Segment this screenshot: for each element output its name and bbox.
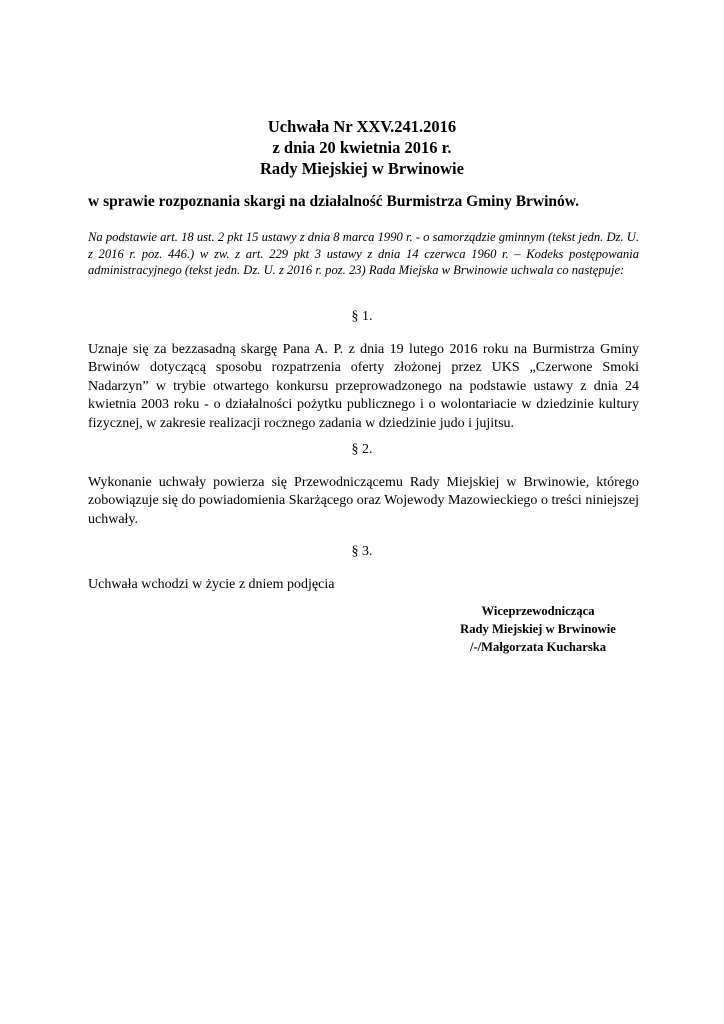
section-1-heading: § 1. — [351, 309, 373, 324]
section-2-heading: § 2. — [351, 442, 373, 457]
resolution-subject: w sprawie rozpoznania skargi na działalność Burmistrza Gminy Brwinów. — [88, 193, 579, 210]
signature-name: /-/Małgorzata Kucharska — [469, 640, 607, 654]
resolution-number: Uchwała Nr XXV.241.2016 — [267, 117, 457, 136]
resolution-date: z dnia 20 kwietnia 2016 r. — [272, 138, 452, 157]
section-1-text: Uznaje się za bezzasadną skargę Pana A. P. z dnia 19 lutego 2016 roku na Burmistrza Gminy Brwinów dotyczącą sposobu rozpatrzenia oferty złożonej przez UKS „Czerwone Smoki Nadarzyn” w trybie otwartego konkursu przeprowadzonego na podstawie ustawy z dnia 24 kwietnia 2003 roku - o działalności pożytku publicznego i o wolontariacie w dziedzinie kultury fizycznej, w zakresie realizacji rocznego zadania w dziedzinie judo i jujitsu. — [88, 342, 639, 431]
signature-role: Wiceprzewodnicząca — [481, 604, 595, 618]
signature-body: Rady Miejskiej w Brwinowie — [460, 622, 616, 636]
section-3-heading: § 3. — [351, 544, 373, 559]
section-3-text: Uchwała wchodzi w życie z dniem podjęcia — [88, 577, 335, 592]
resolution-council: Rady Miejskiej w Brwinowie — [260, 159, 464, 178]
section-2-text: Wykonanie uchwały powierza się Przewodniczącemu Rady Miejskiej w Brwinowie, którego zobowiązuje się do powiadomienia Skarżącego oraz Wojewody Mazowieckiego o treści niniejszej uchwały. — [88, 475, 639, 527]
legal-basis: Na podstawie art. 18 ust. 2 pkt 15 ustawy z dnia 8 marca 1990 r. - o samorządzie gminnym (tekst jedn. Dz. U. z 2016 r. poz. 446.) w zw. z art. 229 pkt 3 ustawy z dnia 14 czerwca 1960 r. – Kodeks postępowania administracyjnego (tekst jedn. Dz. U. z 2016 r. poz. 23) Rada Miejska w Brwinowie uchwala co następuje: — [88, 230, 639, 277]
resolution-title — [0, 116, 724, 179]
signature-block — [438, 602, 638, 656]
